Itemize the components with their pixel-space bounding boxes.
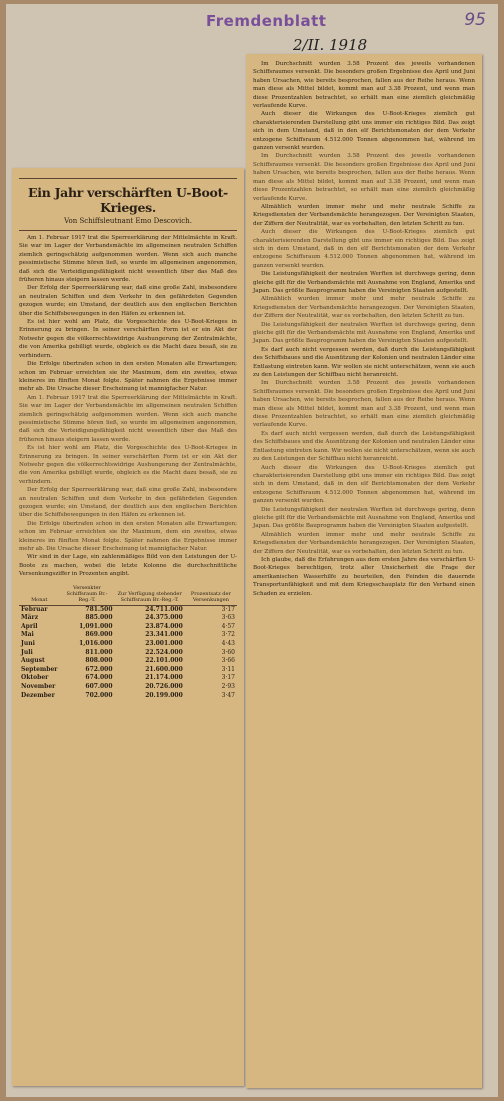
article-paragraph: Die Leistungsfähigkeit der neutralen Werften ist durchwegs gering, denn gleiche gilt für die Verbandsmächte mit Ausnahme von England, Amerika und Japan. Das größte Bauprogramm haben die Vereinigten Staaten aufgestellt. bbox=[253, 506, 475, 530]
table-row bbox=[19, 674, 237, 683]
table-row bbox=[19, 657, 237, 666]
table-row bbox=[19, 640, 237, 649]
table-row bbox=[19, 692, 237, 701]
table-cell: 24.711.000 bbox=[145, 605, 183, 613]
table-cell: Februar bbox=[21, 605, 48, 613]
article-paragraph: Am 1. Februar 1917 trat die Sperreerklärung der Mittelmächte in Kraft. Sie war im Lager der Verbandsmächte im allgemeinen neutralen Schiffen ziemlich geringschätzig aufgenommen worden. Wenn sich auch manche pessimistische Stimme hören ließ, so wurde im allgemeinen angenommen, daß sich die Verteidigungsfähigkeit nicht wesentlich über das Maß des früheren hinaus steigern lassen werde. bbox=[19, 235, 237, 284]
article-paragraph: Die Erfolge übertrafen schon in den ersten Monaten alle Erwartungen; schon im Februar erreichten sie ihr Maximum, dem ein zweites, etwas kleineres im fünften Monat folgte. Später nahmen die Ergebnisse immer mehr ab. Die Ursache dieser Erscheinung ist mannigfacher Natur. bbox=[19, 520, 237, 553]
article-paragraph: Die Leistungsfähigkeit der neutralen Werften ist durchwegs gering, denn gleiche gilt für die Verbandsmächte mit Ausnahme von England, Amerika und Japan. Das größte Bauprogramm haben die Vereinigten Staaten aufgestellt. bbox=[253, 321, 475, 345]
table-cell: Oktober bbox=[21, 674, 49, 682]
table-cell: 3·63 bbox=[221, 614, 235, 622]
article-paragraph: Die Leistungsfähigkeit der neutralen Werften ist durchwegs gering, denn gleiche gilt für die Verbandsmächte mit Ausnahme von England, Amerika und Japan. Das größte Bauprogramm haben die Vereinigten Staaten aufgestellt. bbox=[253, 271, 475, 294]
article-paragraph: Auch dieser die Wirkungen des U-Boot-Krieges ziemlich gut charakterisierenden Darstellung gibt uns immer ein richtiges Bild. Das zeigt sich in dem Umstand, daß in den elf Berichtsmonaten der dem Verkehr entzogene Schiffsraum 4.512.000 Tonnen abgenommen hat, während im ganzen versenkt wurden. bbox=[253, 111, 475, 152]
table-cell: Juni bbox=[21, 640, 35, 648]
article-paragraph: Im Durchschnitt wurden 3.58 Prozent des jeweils vorhandenen Schiffsraumes versenkt. Die besonders großen Ergebnisse des April und Juni haben Ursachen, wie bereits besprochen, fallen aus der Reihe heraus. Wenn man diese als Mittel bildet, kommt man auf 3.38 Prozent, und wenn man diese Prozentzahlen betrachtet, so erhält man eine ziemlich gleichmäßig verlaufende Kurve. bbox=[253, 380, 475, 429]
table-cell: 2·93 bbox=[221, 683, 235, 690]
table-cell: 24.375.000 bbox=[145, 614, 183, 622]
clipping-left-column bbox=[12, 168, 244, 1086]
table-cell: 3·17 bbox=[221, 674, 235, 682]
table-cell: 23.341.000 bbox=[145, 631, 183, 639]
table-cell: 22.101.000 bbox=[145, 657, 183, 665]
article-paragraph: Allmählich wurden immer mehr und mehr neutrale Schiffe zu Kriegsdiensten der Verbandsmächte herangezogen. Der Vereinigten Staaten, der Ziffern der Neutralität, war es vorbehalten, den letzten Schritt zu tun. bbox=[253, 531, 475, 555]
article-paragraph: Auch dieser die Wirkungen des U-Boot-Krieges ziemlich gut charakterisierenden Darstellung gibt uns immer ein richtiges Bild. Das zeigt sich in dem Umstand, daß in den elf Berichtsmonaten der dem Verkehr entzogene Schiffsraum 4.512.000 Tonnen abgenommen hat, während im ganzen versenkt wurden. bbox=[253, 229, 475, 269]
table-header-row bbox=[19, 585, 237, 606]
table-cell: 3·11 bbox=[221, 665, 235, 673]
table-row bbox=[19, 614, 237, 623]
table-cell: 885.000 bbox=[85, 614, 113, 622]
article-paragraph: Der Erfolg der Sperreerklärung war, daß eine große Zahl, insbesondere an neutralen Schiffen und dem Verkehr in den gefährdeten Gegenden gezogen wurde; ein Umstand, der deutlich aus den englischen Berichten über die Schiffsbewegungen in den Häfen zu erkennen ist. bbox=[19, 285, 237, 317]
table-cell: Dezember bbox=[21, 691, 55, 699]
divider bbox=[19, 230, 237, 231]
table-cell: 3·47 bbox=[221, 691, 235, 699]
table-cell: 1,091.000 bbox=[79, 622, 113, 630]
article-paragraph: Wir sind in der Lage, ein zahlenmäßiges Bild von den Leistungen der U-Boote zu machen, wobei die letzte Kolonne die durchschnittliche Versenkungsziffer in Prozenten angibt. bbox=[19, 554, 237, 578]
table-cell: 808.000 bbox=[85, 657, 113, 665]
article-paragraph: Im Durchschnitt wurden 3.58 Prozent des jeweils vorhandenen Schiffsraumes versenkt. Die besonders großen Ergebnisse des April und Juni haben Ursachen, wie bereits besprochen, fallen aus der Reihe heraus. Wenn man diese als Mittel bildet, kommt man auf 3.38 Prozent, und wenn man diese Prozentzahlen betrachtet, so erhält man eine ziemlich gleichmäßig verlaufende Kurve. bbox=[253, 61, 475, 110]
table-header: Prozentsatz der Versenkungen bbox=[185, 585, 237, 606]
table-cell: 23.874.000 bbox=[145, 622, 183, 630]
table-row bbox=[19, 605, 237, 614]
table-cell: September bbox=[21, 665, 58, 673]
table-cell: 3·72 bbox=[221, 631, 235, 639]
table-cell: März bbox=[21, 614, 39, 622]
article-paragraph: Der Erfolg der Sperreerklärung war, daß eine große Zahl, insbesondere an neutralen Schiffen und dem Verkehr in den gefährdeten Gegenden gezogen wurde; ein Umstand, der deutlich aus den englischen Berichten über die Schiffsbewegungen in den Häfen zu erkennen ist. bbox=[19, 487, 237, 519]
article-paragraph: Die Erfolge übertrafen schon in den ersten Monaten alle Erwartungen; schon im Februar erreichten sie ihr Maximum, dem ein zweites, etwas kleineres im fünften Monat folgte. Später nahmen die Ergebnisse immer mehr ab. Die Ursache dieser Erscheinung ist mannigfacher Natur. bbox=[19, 361, 237, 393]
table-cell: 21.600.000 bbox=[145, 665, 183, 673]
table-header: Versenkter Schiffsraum Br.-Reg.-T. bbox=[59, 585, 114, 606]
article-paragraph: Es darf auch nicht vergessen werden, daß durch die Leistungsfähigkeit des Schiffsbaues und die Ausnützung der Kolonien und neutralen Länder eine Entlastung eintreten kann. Wir wollen sie nicht unterschätzen, wenn sie auch zu den Leistungen der Schiffbau nicht heranreicht. bbox=[253, 430, 475, 463]
article-paragraph: Im Durchschnitt wurden 3.58 Prozent des jeweils vorhandenen Schiffsraumes versenkt. Die besonders großen Ergebnisse des April und Juni haben Ursachen, wie bereits besprochen, fallen aus der Reihe heraus. Wenn man diese als Mittel bildet, kommt man auf 3.38 Prozent, und wenn man diese Prozentzahlen betrachtet, so erhält man eine ziemlich gleichmäßig verlaufende Kurve. bbox=[253, 153, 475, 202]
table-row bbox=[19, 623, 237, 632]
sinking-table bbox=[19, 585, 237, 701]
table-cell: 22.524.000 bbox=[145, 648, 183, 656]
table-row bbox=[19, 683, 237, 692]
table-cell: 4·43 bbox=[221, 640, 235, 648]
table-cell: Juli bbox=[21, 648, 33, 656]
table-header: Zur Verfügung stehender Schiffsraum Br.-Reg.-T. bbox=[115, 585, 185, 606]
article-headline: Ein Jahr verschärften U-Boot-Krieges. bbox=[28, 185, 228, 215]
table-cell: 674.000 bbox=[85, 674, 113, 682]
article-byline: Von Schiffsleutnant Emo Descovich. bbox=[64, 217, 192, 225]
table-row bbox=[19, 631, 237, 640]
table-cell: 869.000 bbox=[85, 631, 113, 639]
article-paragraph: Auch dieser die Wirkungen des U-Boot-Krieges ziemlich gut charakterisierenden Darstellung gibt uns immer ein richtiges Bild. Das zeigt sich in dem Umstand, daß in den elf Berichtsmonaten der dem Verkehr entzogene Schiffsraum 4.512.000 Tonnen abgenommen hat, während im ganzen versenkt wurden. bbox=[253, 464, 475, 505]
table-cell: 21.174.000 bbox=[145, 674, 183, 682]
table-cell: 811.000 bbox=[85, 648, 113, 656]
table-cell: 20.199.000 bbox=[145, 691, 183, 699]
table-cell: November bbox=[21, 683, 56, 690]
table-cell: 781.500 bbox=[85, 605, 113, 613]
article-paragraph: Allmählich wurden immer mehr und mehr neutrale Schiffe zu Kriegsdiensten der Verbandsmächte herangezogen. Der Vereinigten Staaten, der Ziffern der Neutralität, war es vorbehalten, den letzten Schritt zu tun. bbox=[253, 203, 475, 227]
table-row bbox=[19, 666, 237, 675]
table-cell: 4·57 bbox=[221, 622, 235, 630]
clipping-right-column bbox=[246, 54, 482, 1088]
table-row bbox=[19, 649, 237, 658]
article-paragraph: Allmählich wurden immer mehr und mehr neutrale Schiffe zu Kriegsdiensten der Verbandsmächte herangezogen. Der Vereinigten Staaten, der Ziffern der Neutralität, war es vorbehalten, den letzten Schritt zu tun. bbox=[253, 296, 475, 320]
table-header: Monat bbox=[19, 585, 59, 606]
table-cell: 20.726.000 bbox=[145, 683, 183, 690]
article-paragraph: Es ist hier wohl am Platz, die Vorgeschichte des U-Boot-Krieges in Erinnerung zu bringen. In seiner verschärften Form ist er ein Akt der Notwehr gegen die völkerrechtswidrige Aushungerung der Zentralmächte, die von Amerika gebilligt wurde, obgleich es die Macht dazu besaß, sie zu verhindern. bbox=[19, 445, 237, 485]
table-cell: 23.001.000 bbox=[145, 640, 183, 648]
divider bbox=[19, 178, 237, 179]
table-cell: 702.000 bbox=[85, 691, 113, 699]
table-cell: 3·17 bbox=[221, 605, 235, 613]
table-cell: April bbox=[21, 622, 38, 630]
newspaper-stamp: Fremdenblatt bbox=[206, 12, 327, 30]
table-cell: 3·66 bbox=[221, 657, 235, 665]
handwritten-date: 2/II. 1918 bbox=[293, 36, 368, 54]
article-paragraph: Es darf auch nicht vergessen werden, daß durch die Leistungsfähigkeit des Schiffsbaues und die Ausnützung der Kolonien und neutralen Länder eine Entlastung eintreten kann. Wir wollen sie nicht unterschätzen, wenn sie auch zu den Leistungen der Schiffbau nicht heranreicht. bbox=[253, 346, 475, 379]
table-cell: 1,016.000 bbox=[79, 640, 113, 648]
article-paragraph: Ich glaube, daß die Erfahrungen aus dem ersten Jahre des verschärften U-Boot-Krieges berechtigen, trotz aller Unsicherheit die Frage der amerikanischen Wasserhilfe zu beurteilen, den Feinden die dauernde Transportunfähigkeit und mit dem Kriegsschauplatz für den Verband einen Schaden zu erzielen. bbox=[253, 556, 475, 597]
table-cell: 3·60 bbox=[221, 648, 235, 656]
table-cell: 672.000 bbox=[85, 665, 113, 673]
page-number: 95 bbox=[464, 10, 486, 30]
table-cell: Mai bbox=[21, 631, 34, 639]
table-cell: August bbox=[21, 657, 45, 665]
table-cell: 607.000 bbox=[85, 683, 113, 690]
article-paragraph: Am 1. Februar 1917 trat die Sperreerklärung der Mittelmächte in Kraft. Sie war im Lager der Verbandsmächte im allgemeinen neutralen Schiffen ziemlich geringschätzig aufgenommen worden. Wenn sich auch manche pessimistische Stimme hören ließ, so wurde im allgemeinen angenommen, daß sich die Verteidigungsfähigkeit nicht wesentlich über das Maß des früheren hinaus steigern lassen werde. bbox=[19, 394, 237, 443]
article-paragraph: Es ist hier wohl am Platz, die Vorgeschichte des U-Boot-Krieges in Erinnerung zu bringen. In seiner verschärften Form ist er ein Akt der Notwehr gegen die völkerrechtswidrige Aushungerung der Zentralmächte, die von Amerika gebilligt wurde, obgleich es die Macht dazu besaß, sie zu verhindern. bbox=[19, 319, 237, 359]
